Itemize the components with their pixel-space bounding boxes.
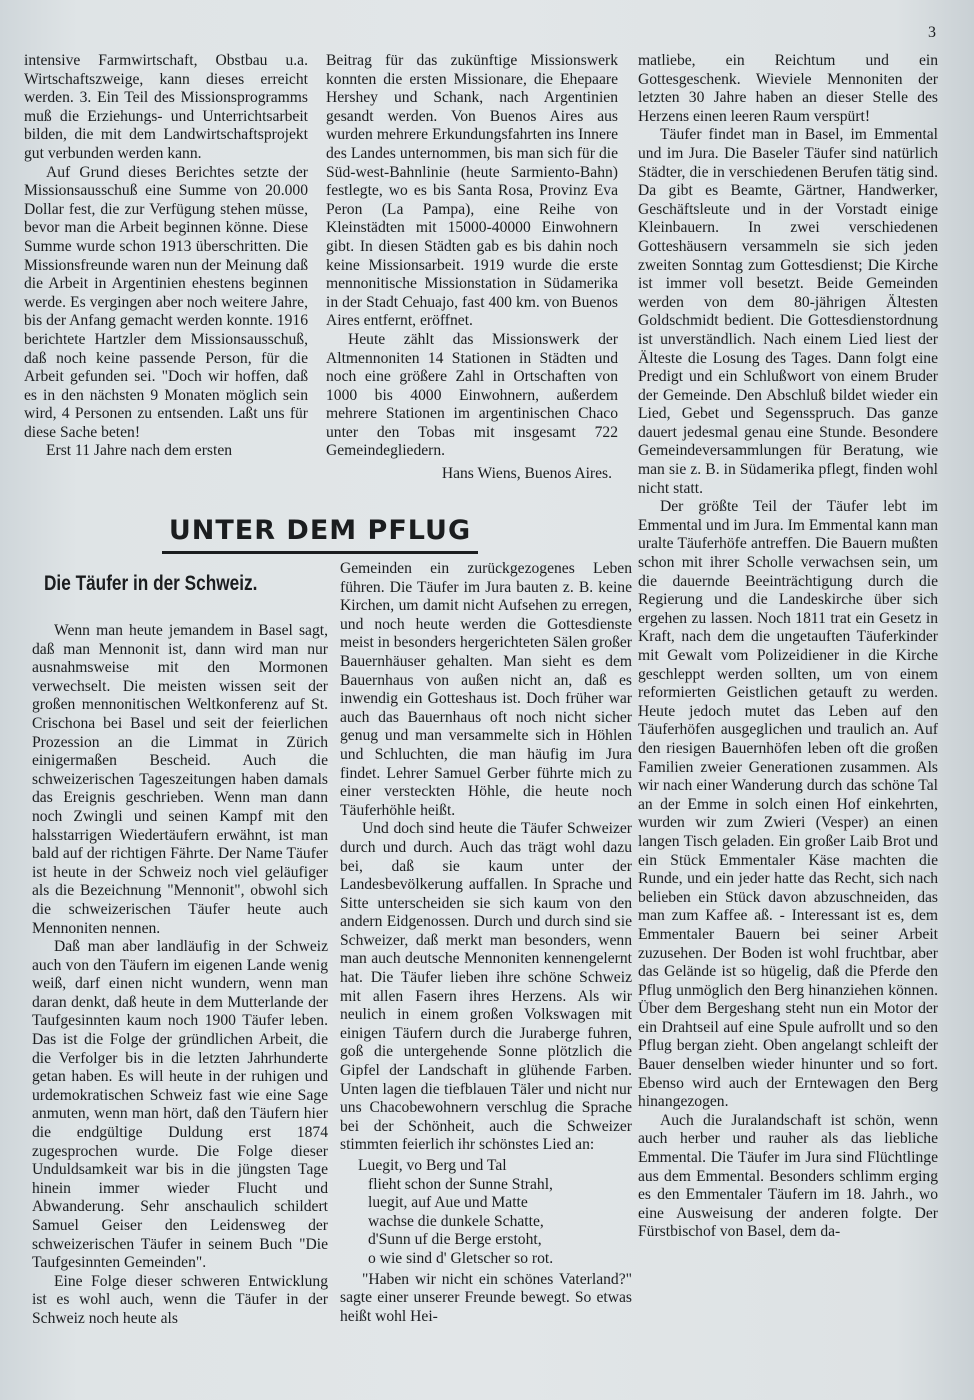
paragraph: "Haben wir nicht ein schönes Vaterland?" sagte einer unserer Freunde bewegt. So etwas heißt wohl Hei- xyxy=(340,1270,632,1325)
headline-underline xyxy=(162,551,478,554)
paragraph: Eine Folge dieser schweren Entwicklung ist es wohl auch, wenn die Täufer in der Schweiz noch heute als xyxy=(32,1272,328,1327)
article-headline: UNTER DEM PFLUG xyxy=(168,515,472,546)
author-signature: Hans Wiens, Buenos Aires. xyxy=(441,465,612,483)
column-1-top xyxy=(24,52,308,461)
paragraph: Auch die Juralandschaft ist schön, wenn auch herber und rauher als das liebliche Emmental. Die Täufer im Jura sind Flüchtlinge aus dem Emmental. Besonders schlimm erging es den Emmentaler Täufern im 18. Jahrh., wo eine Ausweisung der anderen folgte. Der Fürstbischof von Basel, dem da- xyxy=(638,1111,938,1241)
column-2-top xyxy=(326,52,618,484)
verse-line: d'Sunn uf die Berge erstoht, xyxy=(368,1231,542,1249)
paragraph: Der größte Teil der Täufer lebt im Emmental und im Jura. Im Emmental kann man uralte Täuferhöfe antreffen. Die Bauern mußten schon mit ihrer Scholle verwachsen sein, um die dauernde Beeinträchtigung durch die Regierung und die Landeskirche über sich ergehen zu lassen. Noch 1811 trat ein Gesetz in Kraft, nach dem die ungetauften Täuferkinder mit Gewalt vom Polizeidiener in die Kirche geschleppt werden sollten, um von einem reformierten Geistlichen getauft zu werden. Heute jedoch mutet das Leben auf den Täuferhöfen ausgeglichen und traulich an. Auf den riesigen Bauernhöfen leben oft die großen Familien zweier Generationen zusammen. Als wir nach einer Wanderung durch das schöne Tal an der Emme in solch einen Hof einkehrten, wurden wir zum Zwieri (Vesper) an einen langen Tisch geladen. Ein großer Laib Brot und ein Stück Emmentaler Käse machten die Runde, und ein jeder hatte das Recht, sich nach belieben ein Stück davon abzuschneiden, das man zum Kaffee aß. - Interessant ist es, dem Emmentaler Bauern bei seiner Arbeit zuzusehen. Der Boden ist wohl fruchtbar, aber das Gelände ist so hügelig, daß die Pferde den Pflug unmöglich den Berg hinanziehen können. Über dem Bergeshang steht nun ein Motor der ein Drahtseil auf eine Spule aufrollt und so den Pflug bergan zieht. Oben angelangt schleift der Bauer denselben wieder hinunter und so fort. Ebenso wird auch der Erntewagen den Berg hinangezogen. xyxy=(638,498,938,1111)
paragraph: Wenn man heute jemandem in Basel sagt, daß man Mennonit ist, dann wird man nur ausnahmsweise mit den Mormonen verwechselt. Die meisten wissen seit der großen mennonitischen Weltkonferenz auf St. Crischona bei Basel und seit der feierlichen Prozession an die Limmat in Zürich einigermaßen Bescheid. Auch die schweizerischen Tageszeitungen haben damals das Ereignis geschrieben. Wenn man dann noch Zwingli und seinen Kampf mit den halsstarrigen Wiedertäufern erwähnt, ist man bald auf der richtigen Fährte. Der Name Täufer ist heute in der Schweiz noch viel geläufiger als die Bezeichnung "Mennonit", obwohl sich die schweizerischen Täufer heute auch Mennoniten nennen. xyxy=(32,622,328,937)
paragraph: intensive Farmwirtschaft, Obstbau u.a. Wirtschaftszweige, kann dieses erreicht werden. 3. Ein Teil des Missionsprogramms muß die Erziehungs- und Unterrichtsarbeit bilden, die mit dem Landwirtschaftsprojekt gut verbunden werden kann. xyxy=(24,52,308,162)
song-verse xyxy=(358,1157,632,1269)
verse-line: flieht schon der Sunne Strahl, xyxy=(368,1175,553,1193)
verse-line: o wie sind d' Gletscher so rot. xyxy=(368,1249,554,1267)
paragraph: Gemeinden ein zurückgezogenes Leben führen. Die Täufer im Jura bauten z. B. keine Kirchen, um damit nicht Aufsehen zu erregen, und noch heute werden die Gottesdienste meist in besonders hergerichteten Sälen großer Bauernhäuser gehalten. Man sieht es dem Bauernhaus von außen nicht an, daß es inwendig ein Gotteshaus ist. Doch früher war auch das Bauernhaus oft noch nicht sicher genug und man versammelte sich in Höhlen und Schluchten, die man häufig im Jura findet. Lehrer Samuel Gerber führte mich zu einer versteckten Höhle, die heute noch Täuferhöhle heißt. xyxy=(340,560,633,819)
column-1-bottom xyxy=(32,622,328,1329)
paragraph: Beitrag für das zukünftige Missionswerk konnten die ersten Missionare, die Ehepaare Hershey und Schank, nach Argentinien gesandt werden. Von Buenos Aires aus wurden mehrere Erkundungsfahrten ins Innere des Landes unternommen, bis man sich für die Süd-west-Bahnlinie (heute Sarmiento-Bahn) festlegte, wo es bis Santa Rosa, Provinz Eva Peron (La Pampa), eine Reihe von Kleinstädten mit 15000-40000 Einwohnern gibt. In diesen Städten gab es bis dahin noch keine Missionsarbeit. 1919 wurde die erste mennonitische Missionstation in Südamerika in der Stadt Cehuajo, fast 400 km. von Buenos Aires entfernt, eröffnet. xyxy=(326,52,618,330)
paragraph: matliebe, ein Reichtum und ein Gottesgeschenk. Wieviele Mennoniten der letzten 30 Jahre haben an dieser Stelle des Herzens einen leeren Raum verspürt! xyxy=(638,52,938,125)
paragraph: Heute zählt das Missionswerk der Altmennoniten 14 Stationen in Städten und noch eine größere Zahl in Ortschaften von 1000 bis 4000 Einwohnern, außerdem mehrere Stationen im argentinischen Chaco unter den Tobas mit insgesamt 722 Gemeindegliedern. xyxy=(326,330,618,460)
paragraph: Auf Grund dieses Berichtes setzte der Missionsausschuß eine Summe von 20.000 Dollar fest, die zur Verfügung stehen müsse, bevor man die Arbeit beginnen könne. Diese Summe wurde schon 1913 überschritten. Die Missionsfreunde waren nun der Meinung daß die Arbeit in Argentinien ehestens beginnen werde. Es vergingen aber noch weitere Jahre, bis der Anfang gemacht werden konnte. 1916 berichtete Hartzler dem Missionsausschuß, daß noch keine passende Person, für die Arbeit gefunden sei. "Doch wir hoffen, daß es in den nächsten 9 Monaten möglich sein wird, 4 Personen zu entsenden. Laßt uns für diese Sache beten! xyxy=(24,163,308,441)
paragraph: Täufer findet man in Basel, im Emmental und im Jura. Die Baseler Täufer sind natürlich Städter, die in verschiedenen Berufen tätig sind. Da gibt es Beamte, Gärtner, Handwerker, Geschäftsleute und in der Vorstadt einige Kleinbauern. In zwei verschiedenen Gotteshäusern versammeln sie sich jeden zweiten Sonntag zum Gottesdienst; Die Kirche ist immer voll besetzt. Beide Gemeinden werden von dem 80-jährigen Ältesten Goldschmidt bedient. Die Gottesdienstordnung ist unverständlich. Nach einem Lied liest der Älteste die Losung des Tages. Dann folgt eine Predigt und ein Schlußwort von einem Bruder der Gemeinde. Den Abschluß bildet wieder ein Lied, Gebet und Segensspruch. Das ganze dauert jedesmal genau eine Stunde. Besondere Gemeindeversammlungen für Beratung, wie man sie z. B. in Südamerika pflegt, finden wohl nicht statt. xyxy=(638,126,938,497)
verse-line: wachse die dunkele Schatte, xyxy=(368,1212,544,1230)
paragraph: Daß man aber landläufig in der Schweiz auch von den Täufern im eigenen Lande wenig weiß, darf einen nicht wundern, wenn man daran denkt, daß heute in dem Mutterlande der Taufgesinnten kaum noch 1900 Täufer leben. Das ist die Folge der gründlichen Arbeit, die die Verfolger bis in die letzten Jahrhunderte getan haben. Es will heute in der ruhigen und urdemokratischen Schweiz fast wie eine Sage anmuten, wenn man hört, daß den Täufern hier die endgültige Duldung erst 1874 zugesprochen wurde. Die Folge dieser Unduldsamkeit war bis in die jüngsten Tage hinein immer wieder Flucht und Abwanderung. Sehr anschaulich schildert Samuel Geiser den Leidensweg der schweizerischen Täufer in seinem Buch "Die Taufgesinnten Gemeinden". xyxy=(32,938,328,1272)
column-2-bottom xyxy=(340,560,632,1326)
article-subheadline: Die Täufer in der Schweiz. xyxy=(44,572,258,595)
page-number: 3 xyxy=(928,24,936,41)
paragraph: Erst 11 Jahre nach dem ersten xyxy=(46,442,233,460)
paragraph: Und doch sind heute die Täufer Schweizer durch und durch. Auch das trägt wohl dazu bei, daß sie kaum unter der Landesbevölkerung auffallen. In Sprache und Sitte unterscheiden sie sich kaum von den andern Eidgenossen. Durch und durch sind sie Schweizer, daß merkt man besonders, wenn man auch deutsche Mennoniten kennengelernt hat. Die Täufer lieben ihre schöne Schweiz mit allen Fasern ihres Herzens. Als wir neulich in einem großen Volkswagen mit einigen Täufern durch die Juraberge fuhren, goß die untergehende Sonne plötzlich die Gipfel der Landschaft in glühende Farben. Unten lagen die tiefblauen Täler und nicht nur uns Chacobewohnern verschlug die Sprache bei der Schönheit, auch die Schweizer stimmten feierlich ihr schönstes Lied an: xyxy=(340,820,632,1154)
verse-line: luegit, auf Aue und Matte xyxy=(368,1194,528,1212)
column-3 xyxy=(638,52,938,1242)
verse-line: Luegit, vo Berg und Tal xyxy=(358,1157,507,1174)
